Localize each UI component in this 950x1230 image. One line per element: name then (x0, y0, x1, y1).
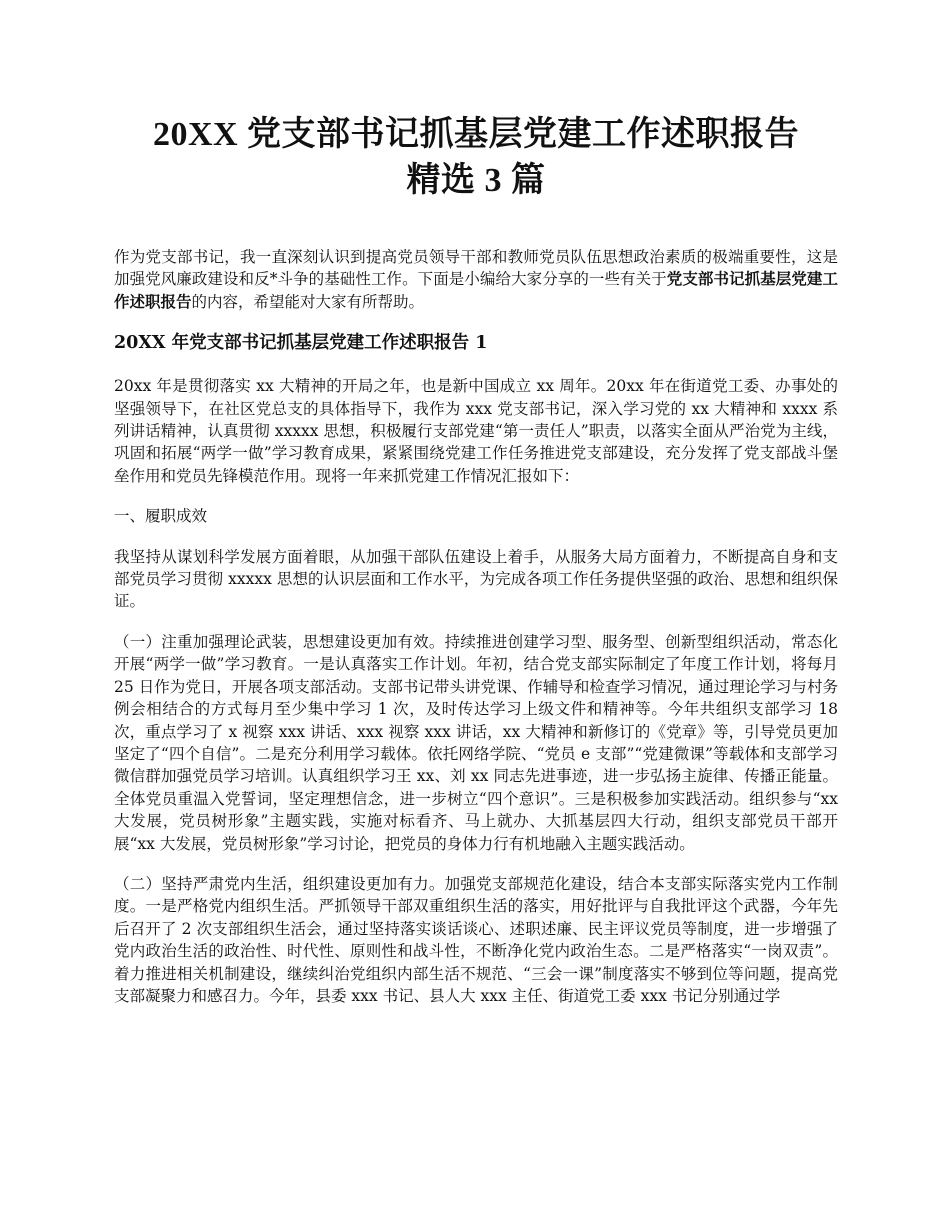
intro-text-after: 的内容，希望能对大家有所帮助。 (191, 292, 425, 311)
title-line-1: 20XX 党支部书记抓基层党建工作述职报告 (152, 116, 800, 153)
body-paragraph-1: 20xx 年是贯彻落实 xx 大精神的开局之年，也是新中国成立 xx 周年。20xx 年在街道党工委、办事处的坚强领导下，在社区党总支的具体指导下，我作为 xxx 党支部书记，深入学习党的 xx 大精神和 xxxx 系列讲话精神，认真贯彻 xxxxx 思想，积极履行支部党建“第一责任人”职责，以落实全面从严治党为主线，巩固和拓展“两学一做”学习教育成果，紧紧围绕党建工作任务推进党支部建设，充分发挥了党支部战斗堡垒作用和党员先锋模范作用。现将一年来抓党建工作情况汇报如下： (114, 377, 838, 485)
body-paragraph-2: 我坚持从谋划科学发展方面着眼，从加强干部队伍建设上着手，从服务大局方面着力，不断提高自身和支部党员学习贯彻 xxxxx 思想的认识层面和工作水平，为完成各项工作任务提供坚强的政治、思想和组织保证。 (114, 547, 838, 611)
body-paragraph-4: （二）坚持严肃党内生活，组织建设更加有力。加强党支部规范化建设，结合本支部实际落实党内工作制度。一是严格党内组织生活。严抓领导干部双重组织生活的落实，用好批评与自我批评这个武器，今年先后召开了 2 次支部组织生活会，通过坚持落实谈话谈心、述职述廉、民主评议党员等制度，进一步增强了党内政治生活的政治性、时代性、原则性和战斗性，不断净化党内政治生态。二是严格落实“一岗双责”。着力推进相关机制建设，继续纠治党组织内部生活不规范、“三会一课”制度落实不够到位等问题，提高党支部凝聚力和感召力。今年，县委 xxx 书记、县人大 xxx 主任、街道党工委 xxx 书记分别通过学 (114, 874, 838, 1005)
intro-text-before: 作为党支部书记，我一直深刻认识到提高党员领导干部和教师党员队伍思想政治素质的极端重要性，这是加强党风廉政建设和反*斗争的基础性工作。下面是小编给大家分享的一些有关于 (114, 248, 838, 289)
section-subheading-1: 一、履职成效 (114, 507, 208, 526)
intro-bold-phrase: 党支部书记抓基层党建工作述职报告 (114, 269, 838, 311)
section-heading: 20XX 年党支部书记抓基层党建工作述职报告 1 (114, 333, 488, 354)
body-paragraph-3: （一）注重加强理论武装，思想建设更加有效。持续推进创建学习型、服务型、创新型组织活动，常态化开展“两学一做”学习教育。一是认真落实工作计划。年初，结合党支部实际制定了年度工作计划，将每月 25 日作为党日，开展各项支部活动。支部书记带头讲党课、作辅导和检查学习情况，通过理论学习与村务例会相结合的方式每月至少集中学习 1 次，及时传达学习上级文件和精神等。今年共组织支部学习 18 次，重点学习了 x 视察 xxx 讲话、xxx 视察 xxx 讲话，xx 大精神和新修订的《党章》等，引导党员更加坚定了“四个自信”。二是充分利用学习载体。依托网络学院、“党员 e 支部”“党建微课”等载体和支部学习微信群加强党员学习培训。认真组织学习王 xx、刘 xx 同志先进事迹，进一步弘扬主旋律、传播正能量。全体党员重温入党誓词，坚定理想信念，进一步树立“四个意识”。三是积极参加实践活动。组织参与“xx 大发展，党员树形象”主题实践，实施对标看齐、马上就办、大抓基层四大行动，组织支部党员干部开展“xx 大发展，党员树形象”学习讨论，把党员的身体力行有机地融入主题实践活动。 (114, 632, 838, 853)
document-title (114, 112, 838, 204)
intro-paragraph (114, 246, 838, 313)
title-line-2: 精选 3 篇 (406, 162, 546, 199)
